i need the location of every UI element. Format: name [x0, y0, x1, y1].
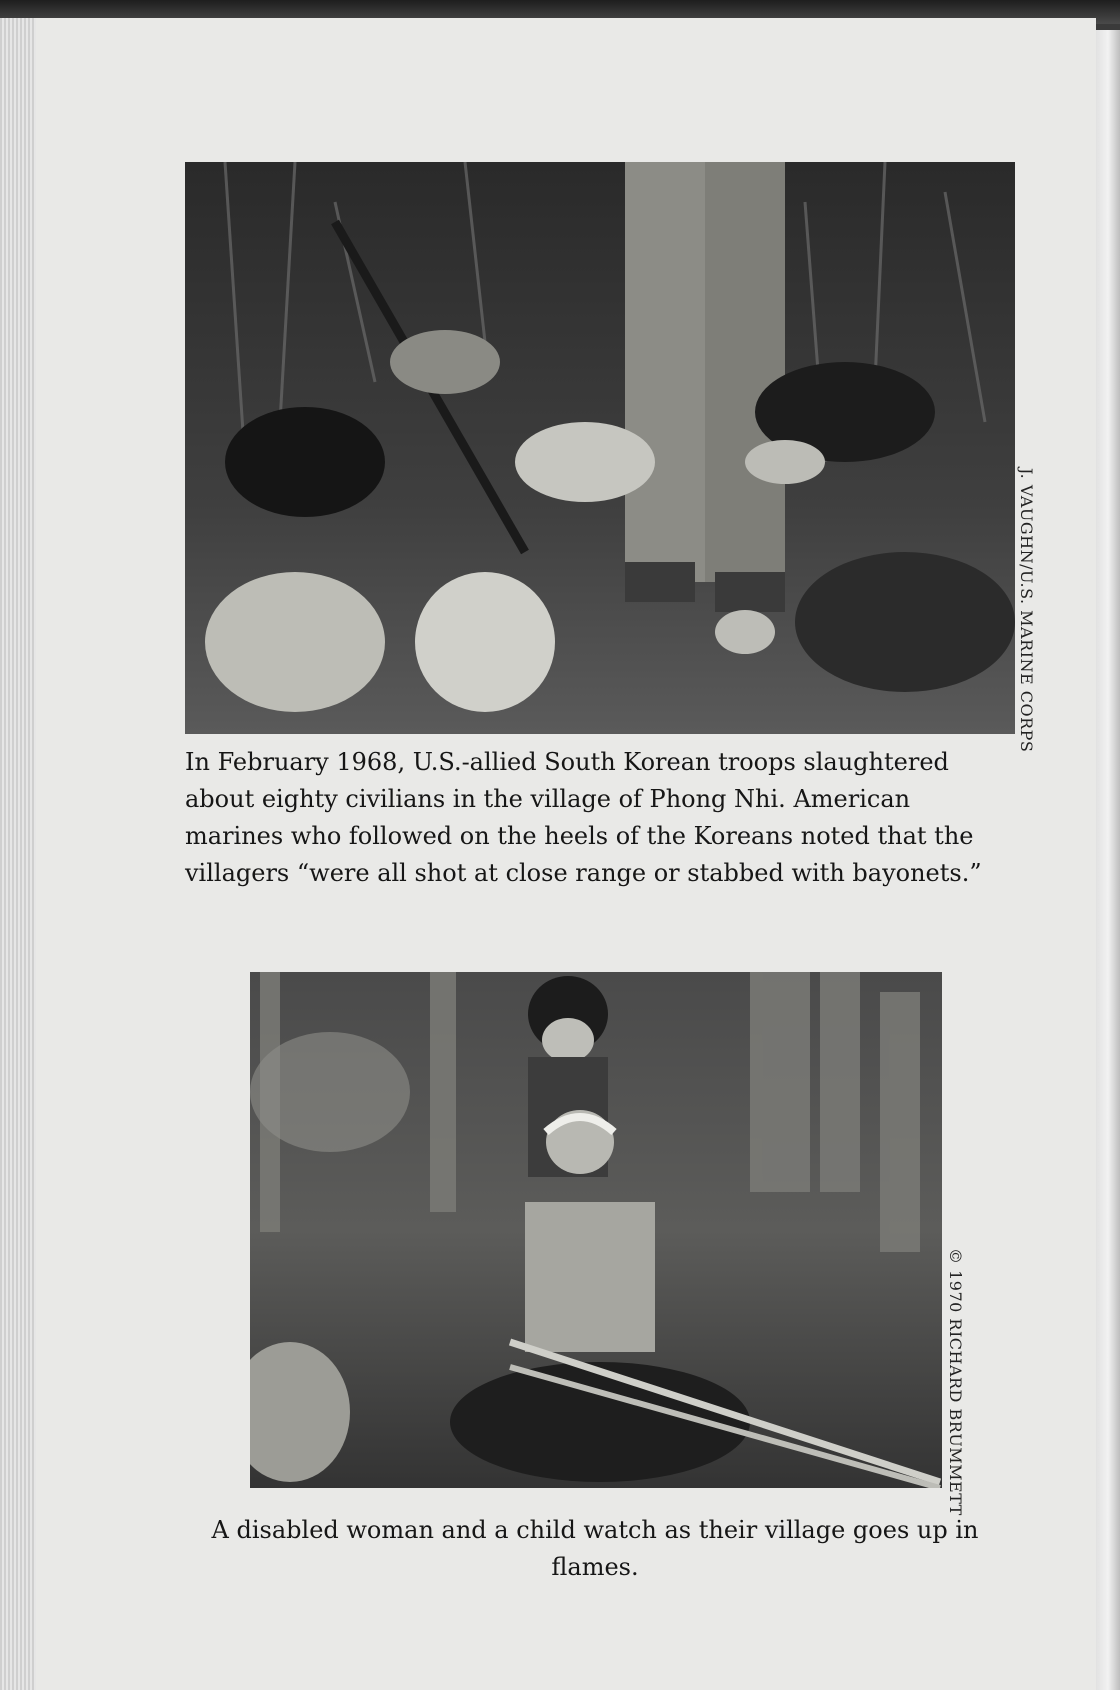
caption-1: In February 1968, U.S.-allied South Korean troops slaughtered about eighty civilians in the village of Phong Nhi. American marines who followed on the heels of the Koreans noted that the villagers “were all shot at close range or stabbed with bayonets.”: [185, 748, 982, 887]
photo-credit-1: J. VAUGHN/U.S. MARINE CORPS: [1017, 468, 1036, 753]
caption-2: A disabled woman and a child watch as their village goes up in flames.: [211, 1516, 979, 1581]
photo-disabled-woman-and-child: [250, 972, 942, 1488]
photo-phong-nhi-massacre: [185, 162, 1015, 734]
photo-credit-2: © 1970 RICHARD BRUMMETT: [946, 1248, 965, 1516]
